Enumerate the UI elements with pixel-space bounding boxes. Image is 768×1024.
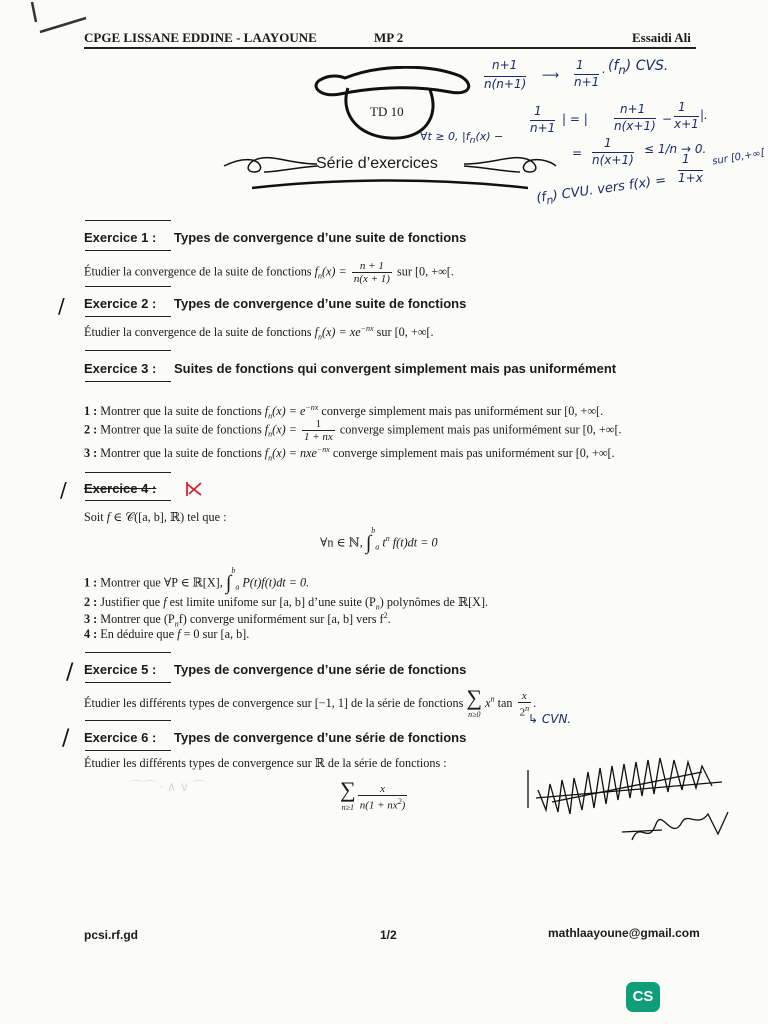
scan-corner-mark (26, 0, 96, 40)
ex2-title: Exercice 2 : Types de convergence d’une suite de fonctions (84, 296, 467, 311)
header-rule (84, 47, 696, 49)
ex4-item-1: 1 : Montrer que ∀P ∈ ℝ[X], ∫$^b_a$ P(t)f(t)dt = 0. (84, 566, 310, 594)
ex4-check-mark: / (60, 478, 67, 502)
camscanner-badge[interactable]: CS (626, 982, 660, 1012)
ex2-check-mark: / (58, 294, 65, 318)
ex3-bottom-rule (85, 381, 171, 382)
ex6-title: Exercice 6 : Types de convergence d’une série de fonctions (84, 730, 467, 745)
ex6-bottom-rule (85, 750, 171, 751)
ex4-item-4: 4 : En déduire que f = 0 sur [a, b]. (84, 627, 250, 641)
handwritten-scribble (522, 750, 742, 860)
ex5-title: Exercice 5 : Types de convergence d’une série de fonctions (84, 662, 467, 677)
ex1-bottom-rule (85, 250, 171, 251)
ex4-item-3: 3 : Montrer que $(P_nf)$ converge uniformément sur [a, b] vers $f^2$. (84, 611, 391, 629)
ex2-top-rule (85, 286, 171, 287)
handwritten-notes: n+1 n(n+1) ⟶ 1 n+1 . $(f_n)$ CVS. ∀t ≥ 0, $|f_n(x)$ − 1 n+1 | = | n+1 n(x+1) − 1 x+1 |. = 1 n(x+1) ≤ 1/n → 0. $(f_n)$ CVU. vers f(x) = 1 1+x sur [0,+∞[ (420, 58, 766, 208)
ex5-bottom-rule (85, 682, 171, 683)
ex4-intro: Soit f ∈ 𝒞([a, b], ℝ) tel que : (84, 510, 227, 524)
faint-pencil-marks: ⌒⌒ · ∧ ∨ ⌒ (130, 779, 206, 794)
header-school: CPGE LISSANE EDDINE - LAAYOUNE (84, 30, 317, 45)
ex6-top-rule (85, 720, 171, 721)
ex5-handwritten-note: ↳ CVN. (528, 712, 572, 726)
ex6-statement: Étudier les différents types de convergence sur ℝ de la série de fonctions : (84, 756, 447, 770)
ex2-statement: Étudier la convergence de la suite de fonctions $f_n(x) = xe^{-nx}$ sur [0, +∞[. (84, 324, 434, 342)
ex2-bottom-rule (85, 316, 171, 317)
footer-page-number: 1/2 (380, 928, 397, 942)
ex1-statement: Étudier la convergence de la suite de fonctions $f_n(x)$ = $\frac{n + 1}{n(x + 1)}$ sur [0, +∞[. (84, 260, 454, 285)
ex1-title: Exercice 1 : Types de convergence d’une suite de fonctions (84, 230, 467, 245)
ex6-check-mark: / (62, 726, 70, 751)
ex5-top-rule (85, 652, 171, 653)
ex4-bottom-rule (85, 500, 171, 501)
ex4-title: Exercice 4 : (84, 481, 157, 496)
header-class: MP 2 (374, 30, 404, 45)
ex3-item-1: 1 : Montrer que la suite de fonctions $f_n(x) = e^{-nx}$ converge simplement mais pas uniformément sur [0, +∞[. (84, 403, 604, 421)
ex3-item-3: 3 : Montrer que la suite de fonctions $f_n(x) = nxe^{-nx}$ converge simplement mais pas uniformément sur [0, +∞[. (84, 445, 615, 463)
ex4-top-rule (85, 472, 171, 473)
ex4-item-2: 2 : Justifier que f est limite unifome sur [a, b] d’une suite $(P_n)$ polynômes de ℝ[X]. (84, 595, 489, 612)
ex1-top-rule (85, 220, 171, 221)
ex3-item-2: 2 : Montrer que la suite de fonctions $f_n(x)$ = $\frac{1}{1 + nx}$ converge simplement mais pas uniformément sur [0, +∞[. (84, 418, 622, 443)
ex3-top-rule (85, 350, 171, 351)
header-author: Essaidi Ali (632, 30, 691, 45)
ex3-title: Exercice 3 : Suites de fonctions qui convergent simplement mais pas uniformément (84, 361, 617, 376)
td-label: TD 10 (370, 104, 404, 119)
ex4-display-equation: ∀n ∈ ℕ, ∫$^b_a$ $t^n$ f(t)dt = 0 (320, 526, 438, 554)
ex5-check-mark: / (66, 660, 74, 685)
series-subtitle: Série d’exercices (316, 155, 438, 172)
footer-site: pcsi.rf.gd (84, 928, 139, 942)
footer-email: mathlaayoune@gmail.com (548, 926, 700, 940)
ex4-red-cross-mark (184, 480, 204, 498)
ex5-statement: Étudier les différents types de convergence sur [−1, 1] de la série de fonctions ∑ n≥0 $x^n$ tan $\frac{x}{2^n}$ . (84, 685, 537, 719)
ex6-display-series: ∑ n≥1 $\frac{x}{n(1 + nx^2)}$ (340, 777, 406, 812)
